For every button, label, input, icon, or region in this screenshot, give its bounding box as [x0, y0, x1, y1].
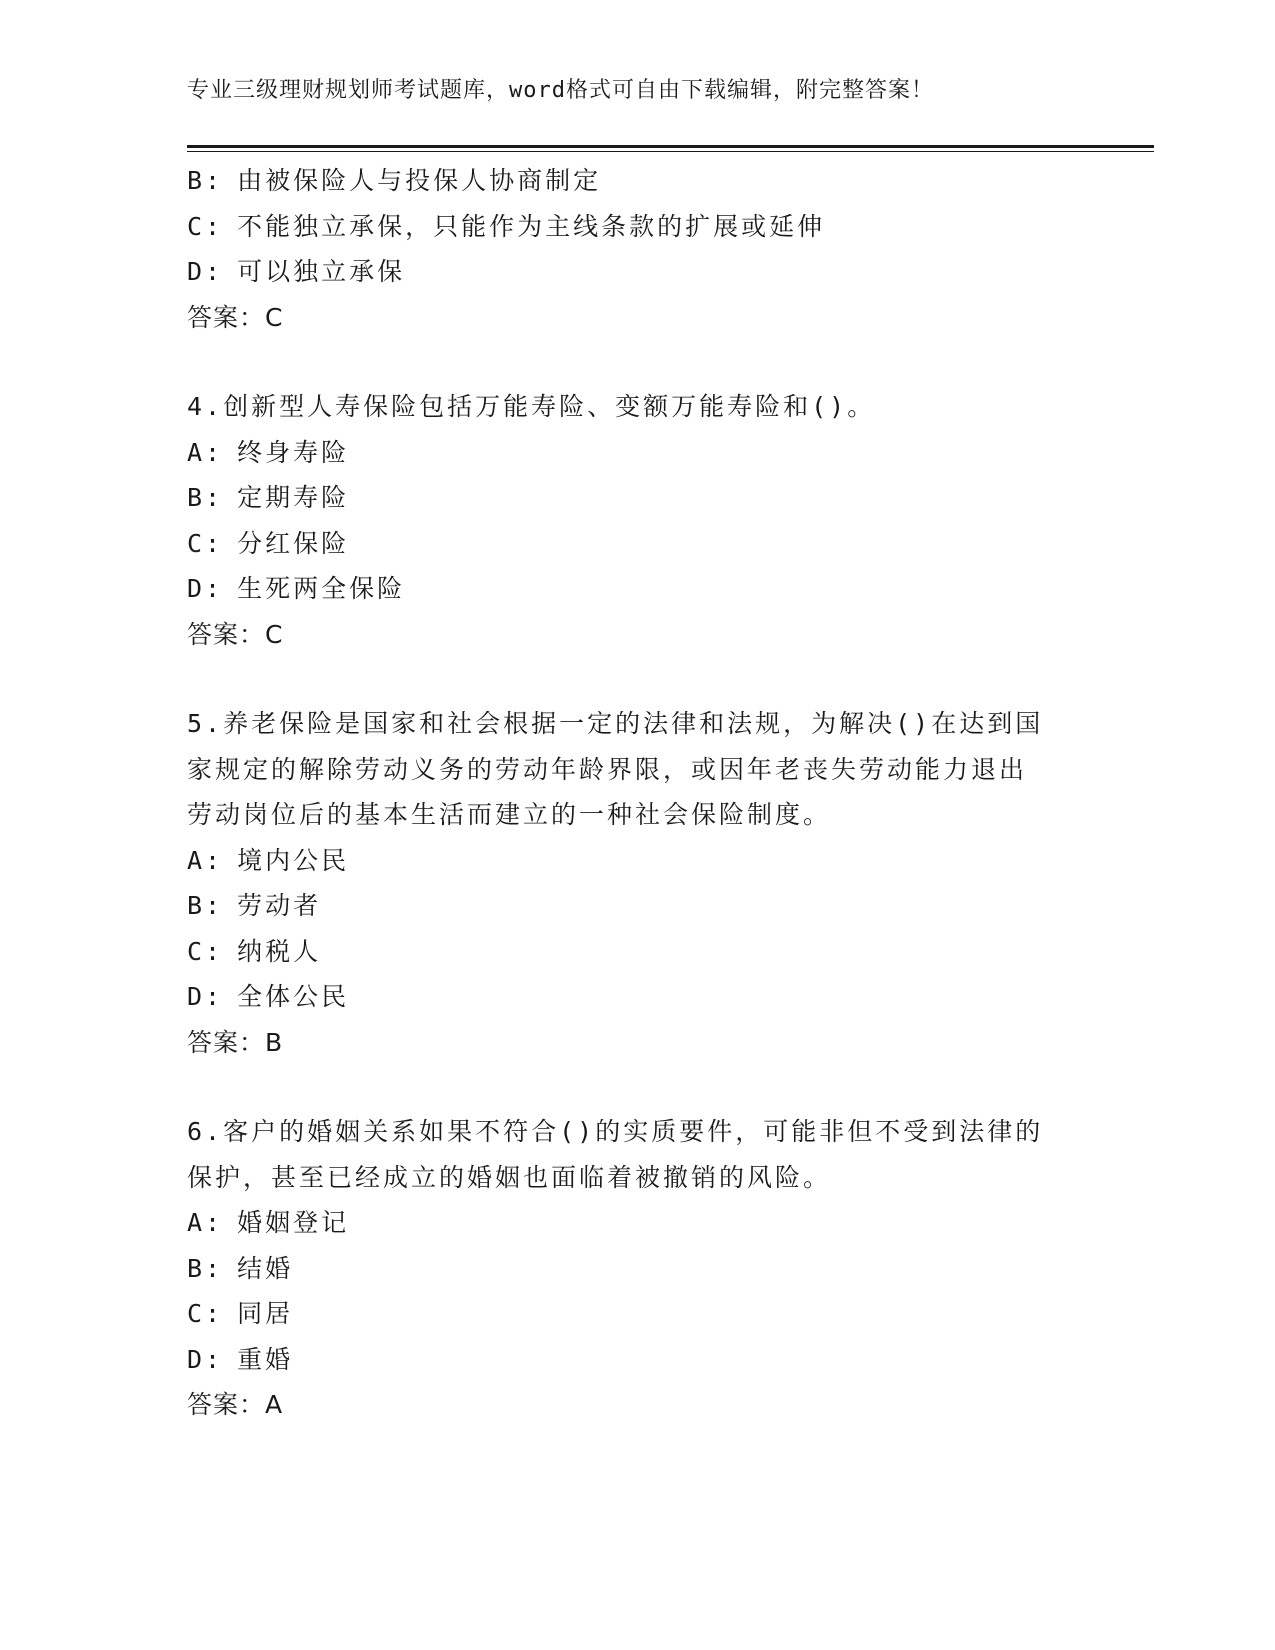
answer-line: 答案：A — [187, 1390, 284, 1419]
question-text: 家规定的解除劳动义务的劳动年龄界限，或因年老丧失劳动能力退出 — [187, 754, 1028, 784]
option-line: D: 全体公民 — [187, 982, 350, 1011]
option-line: A: 境内公民 — [187, 845, 350, 875]
page-header: 专业三级理财规划师考试题库，word格式可自由下载编辑，附完整答案！ — [187, 78, 934, 103]
answer-line: 答案：B — [187, 1027, 284, 1057]
option-line: D: 生死两全保险 — [187, 574, 406, 603]
option-line: D: 重婚 — [187, 1344, 294, 1374]
question-text: 5.养老保险是国家和社会根据一定的法律和法规，为解决()在达到国 — [187, 709, 1044, 738]
option-line: D: 可以独立承保 — [187, 257, 406, 286]
option-line: C: 纳税人 — [187, 936, 322, 966]
question-text: 6.客户的婚姻关系如果不符合()的实质要件，可能非但不受到法律的 — [187, 1117, 1044, 1146]
option-line: B: 结婚 — [187, 1253, 294, 1283]
question-text: 劳动岗位后的基本生活而建立的一种社会保险制度。 — [187, 800, 832, 829]
answer-line: 答案：C — [187, 619, 284, 649]
option-line: C: 分红保险 — [187, 528, 350, 558]
option-line: B: 定期寿险 — [187, 483, 350, 512]
option-line: B: 劳动者 — [187, 891, 322, 920]
question-text: 保护，甚至已经成立的婚姻也面临着被撤销的风险。 — [187, 1162, 832, 1192]
header-rule-thick — [187, 145, 1154, 148]
option-line: C: 不能独立承保，只能作为主线条款的扩展或延伸 — [187, 211, 826, 241]
header-rule-thin — [187, 151, 1154, 152]
option-line: A: 终身寿险 — [187, 437, 350, 467]
answer-line: 答案：C — [187, 302, 284, 332]
document-body — [187, 158, 1107, 1428]
option-line: C: 同居 — [187, 1299, 294, 1328]
question-text: 4.创新型人寿保险包括万能寿险、变额万能寿险和()。 — [187, 392, 876, 421]
option-line: A: 婚姻登记 — [187, 1208, 350, 1237]
option-line: B: 由被保险人与投保人协商制定 — [187, 166, 602, 195]
